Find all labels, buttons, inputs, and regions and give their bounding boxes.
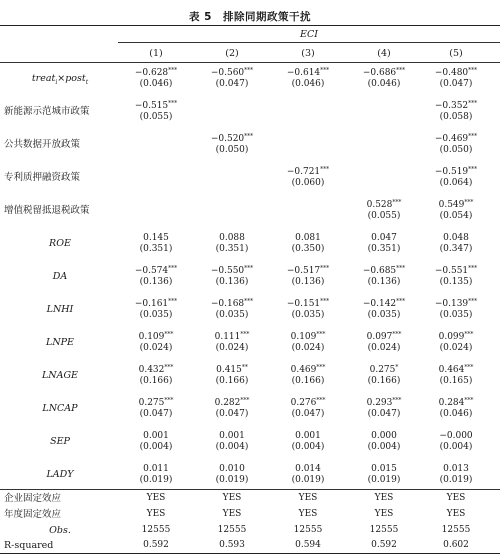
significance-stars: ***: [244, 298, 254, 305]
coefficient-number: 0.047: [371, 233, 397, 243]
coefficient-cell: [194, 134, 270, 156]
footer-value: 0.593: [219, 540, 245, 550]
coefficient-cell: [118, 332, 194, 354]
coefficient-cell: [346, 68, 422, 90]
footer-value: 12555: [369, 525, 399, 535]
coefficient-cell: [418, 266, 494, 288]
coefficient-cell: [346, 200, 422, 222]
coefficient-cell: [418, 299, 494, 321]
coefficient-value: [270, 332, 346, 343]
significance-stars: ***: [168, 265, 178, 272]
significance-stars: ***: [320, 265, 330, 272]
coefficient-cell: [194, 266, 270, 288]
top-rule: [0, 25, 500, 26]
standard-error: (0.047): [139, 409, 173, 419]
standard-error: (0.024): [367, 343, 401, 353]
coefficient-number: −0.520: [210, 134, 245, 144]
standard-error: (0.047): [215, 79, 249, 89]
coefficient-value: [346, 233, 422, 244]
coefficient-cell: [418, 332, 494, 354]
standard-error: (0.035): [367, 310, 401, 320]
coefficient-value: [194, 464, 270, 475]
significance-stars: ***: [396, 298, 406, 305]
coefficient-number: 0.528: [366, 200, 393, 210]
footer-value: YES: [298, 509, 318, 519]
coefficient-cell: [270, 233, 346, 255]
standard-error: (0.019): [367, 475, 401, 485]
coefficient-cell: [418, 167, 494, 189]
standard-error: (0.024): [215, 343, 249, 353]
coefficient-number: −0.551: [434, 266, 469, 276]
coefficient-cell: [270, 167, 346, 189]
coefficient-cell: [194, 365, 270, 387]
standard-error: (0.054): [439, 211, 473, 221]
standard-error: (0.166): [139, 376, 173, 386]
standard-error: (0.050): [439, 145, 473, 155]
coefficient-number: −0.480: [434, 68, 469, 78]
standard-error: (0.019): [139, 475, 173, 485]
footer-value: 12555: [293, 525, 323, 535]
coefficient-number: 0.014: [295, 464, 321, 474]
column-header-4: (4): [377, 48, 391, 59]
standard-error: (0.019): [291, 475, 325, 485]
coefficient-number: 0.001: [219, 431, 245, 441]
significance-stars: ***: [168, 298, 178, 305]
coefficient-cell: [194, 464, 270, 486]
standard-error: (0.351): [139, 244, 173, 254]
coefficient-value: [346, 464, 422, 475]
standard-error: (0.136): [139, 277, 173, 287]
coefficient-value: [418, 365, 494, 376]
significance-stars: ***: [168, 100, 178, 107]
standard-error: (0.004): [439, 442, 473, 452]
footer-value: 12555: [141, 525, 171, 535]
coefficient-number: −0.469: [434, 134, 469, 144]
coefficient-number: −0.519: [434, 167, 469, 177]
coefficient-value: [418, 398, 494, 409]
coefficient-number: 0.015: [371, 464, 397, 474]
standard-error: (0.047): [291, 409, 325, 419]
footer-value: 12555: [217, 525, 247, 535]
coefficient-cell: [346, 332, 422, 354]
coefficient-value: [418, 200, 494, 211]
significance-stars: ***: [316, 364, 326, 371]
coefficient-number: 0.469: [290, 365, 317, 375]
coefficient-number: 0.000: [371, 431, 397, 441]
coefficient-cell: [194, 68, 270, 90]
coefficient-cell: [270, 332, 346, 354]
footer-rule: [0, 489, 500, 490]
standard-error: (0.166): [367, 376, 401, 386]
significance-stars: ***: [320, 298, 330, 305]
coefficient-value: [118, 398, 194, 409]
coefficient-value: [346, 266, 422, 277]
standard-error: (0.024): [139, 343, 173, 353]
coefficient-number: −0.161: [134, 299, 169, 309]
significance-stars: ***: [240, 331, 250, 338]
standard-error: (0.047): [439, 79, 473, 89]
coefficient-cell: [346, 266, 422, 288]
coefficient-cell: [346, 233, 422, 255]
significance-stars: ***: [468, 265, 478, 272]
significance-stars: ***: [320, 67, 330, 74]
coefficient-value: [194, 134, 270, 145]
coefficient-value: [270, 365, 346, 376]
standard-error: (0.035): [215, 310, 249, 320]
coefficient-cell: [194, 299, 270, 321]
coefficient-value: [346, 68, 422, 79]
footer-label: 企业固定效应: [4, 493, 62, 504]
bottom-rule: [0, 553, 500, 554]
footer-value: YES: [146, 493, 166, 503]
coefficient-value: [194, 365, 270, 376]
coefficient-value: [418, 299, 494, 310]
coefficient-number: 0.464: [438, 365, 465, 375]
coefficient-cell: [418, 365, 494, 387]
coefficient-cell: [270, 464, 346, 486]
coefficient-number: −0.721: [286, 167, 321, 177]
footer-value: YES: [374, 493, 394, 503]
coefficient-value: [270, 233, 346, 244]
coefficient-cell: [346, 365, 422, 387]
standard-error: (0.046): [367, 79, 401, 89]
standard-error: (0.046): [291, 79, 325, 89]
coefficient-number: 0.282: [214, 398, 241, 408]
row-label: LNAGE: [41, 370, 78, 381]
coefficient-number: 0.145: [143, 233, 169, 243]
coefficient-number: 0.013: [443, 464, 469, 474]
coefficient-cell: [118, 398, 194, 420]
standard-error: (0.136): [215, 277, 249, 287]
coefficient-cell: [270, 398, 346, 420]
significance-stars: ***: [392, 199, 402, 206]
row-label: LNPE: [46, 337, 74, 348]
coefficient-value: [418, 101, 494, 112]
significance-stars: ***: [164, 364, 174, 371]
footer-value: 12555: [441, 525, 471, 535]
coefficient-cell: [270, 266, 346, 288]
significance-stars: ***: [468, 298, 478, 305]
standard-error: (0.060): [291, 178, 325, 188]
coefficient-cell: [118, 266, 194, 288]
coefficient-value: [346, 332, 422, 343]
standard-error: (0.050): [215, 145, 249, 155]
coefficient-cell: [118, 299, 194, 321]
footer-value: YES: [222, 493, 242, 503]
coefficient-cell: [194, 233, 270, 255]
standard-error: (0.047): [215, 409, 249, 419]
coefficient-number: 0.081: [295, 233, 321, 243]
coefficient-value: [194, 332, 270, 343]
footer-value: 0.592: [143, 540, 169, 550]
row-label: LNHI: [46, 304, 74, 315]
coefficient-cell: [270, 299, 346, 321]
coefficient-value: [118, 266, 194, 277]
significance-stars: ***: [468, 100, 478, 107]
footer-value: YES: [446, 509, 466, 519]
coefficient-number: 0.048: [443, 233, 469, 243]
coefficient-value: [270, 464, 346, 475]
coefficient-number: −0.151: [286, 299, 321, 309]
significance-stars: **: [241, 364, 248, 371]
footer-value: YES: [374, 509, 394, 519]
significance-stars: ***: [464, 397, 474, 404]
coefficient-number: 0.284: [438, 398, 465, 408]
coefficient-cell: [418, 398, 494, 420]
significance-stars: ***: [464, 199, 474, 206]
coefficient-cell: [118, 101, 194, 123]
significance-stars: *: [395, 364, 399, 371]
coefficient-number: 0.111: [214, 332, 241, 342]
coefficient-number: 0.415: [216, 365, 242, 375]
coefficient-number: 0.293: [366, 398, 393, 408]
significance-stars: ***: [468, 67, 478, 74]
row-label: LADY: [46, 469, 74, 480]
row-label: 增值税留抵退税政策: [4, 205, 90, 216]
standard-error: (0.166): [215, 376, 249, 386]
coefficient-cell: [418, 431, 494, 453]
significance-stars: ***: [464, 364, 474, 371]
coefficient-value: [418, 464, 494, 475]
coefficient-cell: [418, 464, 494, 486]
dependent-variable-label: ECI: [300, 29, 318, 40]
coefficient-value: [270, 266, 346, 277]
standard-error: (0.004): [291, 442, 325, 452]
standard-error: (0.035): [439, 310, 473, 320]
coefficient-value: [270, 431, 346, 442]
coefficient-number: −0.614: [286, 68, 321, 78]
footer-value: YES: [222, 509, 242, 519]
coefficient-number: 0.432: [138, 365, 165, 375]
significance-stars: ***: [244, 265, 254, 272]
standard-error: (0.024): [439, 343, 473, 353]
coefficient-cell: [346, 431, 422, 453]
coefficient-value: [118, 365, 194, 376]
coefficient-number: −0.550: [210, 266, 245, 276]
row-label: 公共数据开放政策: [4, 139, 81, 150]
coefficient-value: [418, 266, 494, 277]
coefficient-cell: [270, 431, 346, 453]
significance-stars: ***: [240, 397, 250, 404]
coefficient-number: 0.276: [290, 398, 317, 408]
coefficient-value: [346, 431, 422, 442]
coefficient-number: −0.139: [434, 299, 469, 309]
significance-stars: ***: [244, 133, 254, 140]
coefficient-number: −0.000: [439, 431, 473, 441]
significance-stars: ***: [244, 67, 254, 74]
standard-error: (0.046): [439, 409, 473, 419]
coefficient-value: [270, 398, 346, 409]
column-header-1: (1): [149, 48, 163, 59]
standard-error: (0.058): [439, 112, 473, 122]
coefficient-value: [346, 398, 422, 409]
coefficient-number: −0.517: [286, 266, 321, 276]
coefficient-value: [418, 167, 494, 178]
coefficient-cell: [270, 365, 346, 387]
coefficient-number: −0.560: [210, 68, 245, 78]
coefficient-value: [194, 68, 270, 79]
footer-value: 0.602: [443, 540, 469, 550]
standard-error: (0.351): [367, 244, 401, 254]
coefficient-number: 0.109: [290, 332, 317, 342]
footer-value: YES: [146, 509, 166, 519]
footer-value: 0.592: [371, 540, 397, 550]
coefficient-number: 0.099: [438, 332, 465, 342]
footer-label: R-squared: [4, 540, 54, 551]
coefficient-cell: [418, 200, 494, 222]
coefficient-value: [418, 332, 494, 343]
coefficient-number: −0.685: [362, 266, 397, 276]
coefficient-number: 0.097: [366, 332, 393, 342]
footer-label: 年度固定效应: [4, 509, 62, 520]
coefficient-number: −0.686: [362, 68, 397, 78]
standard-error: (0.047): [367, 409, 401, 419]
significance-stars: ***: [164, 331, 174, 338]
coefficient-value: [418, 68, 494, 79]
coefficient-value: [118, 299, 194, 310]
column-header-5: (5): [449, 48, 463, 59]
coefficient-value: [118, 431, 194, 442]
standard-error: (0.165): [439, 376, 473, 386]
coefficient-cell: [418, 101, 494, 123]
coefficient-cell: [346, 464, 422, 486]
coefficient-value: [194, 299, 270, 310]
coefficient-value: [194, 233, 270, 244]
coefficient-value: [270, 299, 346, 310]
standard-error: (0.136): [291, 277, 325, 287]
coefficient-number: 0.088: [219, 233, 245, 243]
significance-stars: ***: [316, 397, 326, 404]
standard-error: (0.055): [139, 112, 173, 122]
coefficient-cell: [346, 299, 422, 321]
coefficient-value: [270, 68, 346, 79]
standard-error: (0.019): [215, 475, 249, 485]
table-title: 表 5 排除同期政策干扰: [189, 11, 311, 23]
coefficient-cell: [118, 431, 194, 453]
coefficient-value: [418, 233, 494, 244]
significance-stars: ***: [168, 67, 178, 74]
significance-stars: ***: [468, 133, 478, 140]
header-rule: [0, 62, 500, 63]
row-label: DA: [52, 271, 68, 282]
coefficient-value: [118, 332, 194, 343]
coefficient-cell: [118, 233, 194, 255]
coefficient-value: [118, 68, 194, 79]
significance-stars: ***: [164, 397, 174, 404]
footer-value: 0.594: [295, 540, 321, 550]
standard-error: (0.347): [439, 244, 473, 254]
footer-value: YES: [446, 493, 466, 503]
standard-error: (0.135): [439, 277, 473, 287]
standard-error: (0.004): [139, 442, 173, 452]
standard-error: (0.136): [367, 277, 401, 287]
coefficient-cell: [270, 68, 346, 90]
coefficient-number: 0.001: [143, 431, 169, 441]
significance-stars: ***: [396, 67, 406, 74]
row-label: treat$_i$×post$_t$: [31, 73, 89, 86]
footer-label: Obs.: [49, 525, 71, 536]
coefficient-cell: [418, 68, 494, 90]
standard-error: (0.004): [367, 442, 401, 452]
standard-error: (0.024): [291, 343, 325, 353]
row-label: LNCAP: [42, 403, 78, 414]
row-label: 专利质押融资政策: [4, 172, 81, 183]
coefficient-cell: [118, 68, 194, 90]
coefficient-number: −0.168: [210, 299, 245, 309]
coefficient-value: [418, 134, 494, 145]
coefficient-number: 0.275: [138, 398, 165, 408]
coefficient-number: −0.574: [134, 266, 169, 276]
coefficient-value: [270, 167, 346, 178]
column-header-3: (3): [301, 48, 315, 59]
footer-value: YES: [298, 493, 318, 503]
coefficient-value: [118, 233, 194, 244]
row-label: 新能源示范城市政策: [4, 106, 90, 117]
coefficient-cell: [118, 365, 194, 387]
standard-error: (0.035): [291, 310, 325, 320]
coefficient-value: [346, 299, 422, 310]
spanner-rule: [118, 42, 500, 43]
significance-stars: ***: [320, 166, 330, 173]
coefficient-cell: [418, 134, 494, 156]
coefficient-number: 0.109: [138, 332, 165, 342]
coefficient-cell: [194, 332, 270, 354]
significance-stars: ***: [464, 331, 474, 338]
coefficient-number: −0.628: [134, 68, 169, 78]
coefficient-value: [118, 101, 194, 112]
coefficient-number: 0.001: [295, 431, 321, 441]
coefficient-value: [118, 464, 194, 475]
coefficient-value: [194, 398, 270, 409]
coefficient-number: −0.515: [134, 101, 169, 111]
coefficient-value: [346, 365, 422, 376]
standard-error: (0.004): [215, 442, 249, 452]
significance-stars: ***: [316, 331, 326, 338]
standard-error: (0.019): [439, 475, 473, 485]
coefficient-value: [194, 266, 270, 277]
coefficient-cell: [418, 233, 494, 255]
significance-stars: ***: [392, 397, 402, 404]
column-header-2: (2): [225, 48, 239, 59]
significance-stars: ***: [392, 331, 402, 338]
significance-stars: ***: [396, 265, 406, 272]
standard-error: (0.064): [439, 178, 473, 188]
significance-stars: ***: [468, 166, 478, 173]
standard-error: (0.351): [215, 244, 249, 254]
coefficient-number: 0.010: [219, 464, 245, 474]
coefficient-number: 0.275: [369, 365, 396, 375]
coefficient-value: [346, 200, 422, 211]
coefficient-cell: [194, 431, 270, 453]
coefficient-number: −0.352: [434, 101, 469, 111]
standard-error: (0.055): [367, 211, 401, 221]
coefficient-value: [418, 431, 494, 442]
standard-error: (0.350): [291, 244, 325, 254]
row-label: SEP: [50, 436, 70, 447]
coefficient-number: 0.011: [143, 464, 169, 474]
standard-error: (0.166): [291, 376, 325, 386]
row-label: ROE: [49, 238, 71, 249]
coefficient-number: 0.549: [438, 200, 465, 210]
coefficient-cell: [118, 464, 194, 486]
coefficient-cell: [346, 398, 422, 420]
coefficient-value: [194, 431, 270, 442]
coefficient-number: −0.142: [362, 299, 397, 309]
standard-error: (0.035): [139, 310, 173, 320]
standard-error: (0.046): [139, 79, 173, 89]
coefficient-cell: [194, 398, 270, 420]
